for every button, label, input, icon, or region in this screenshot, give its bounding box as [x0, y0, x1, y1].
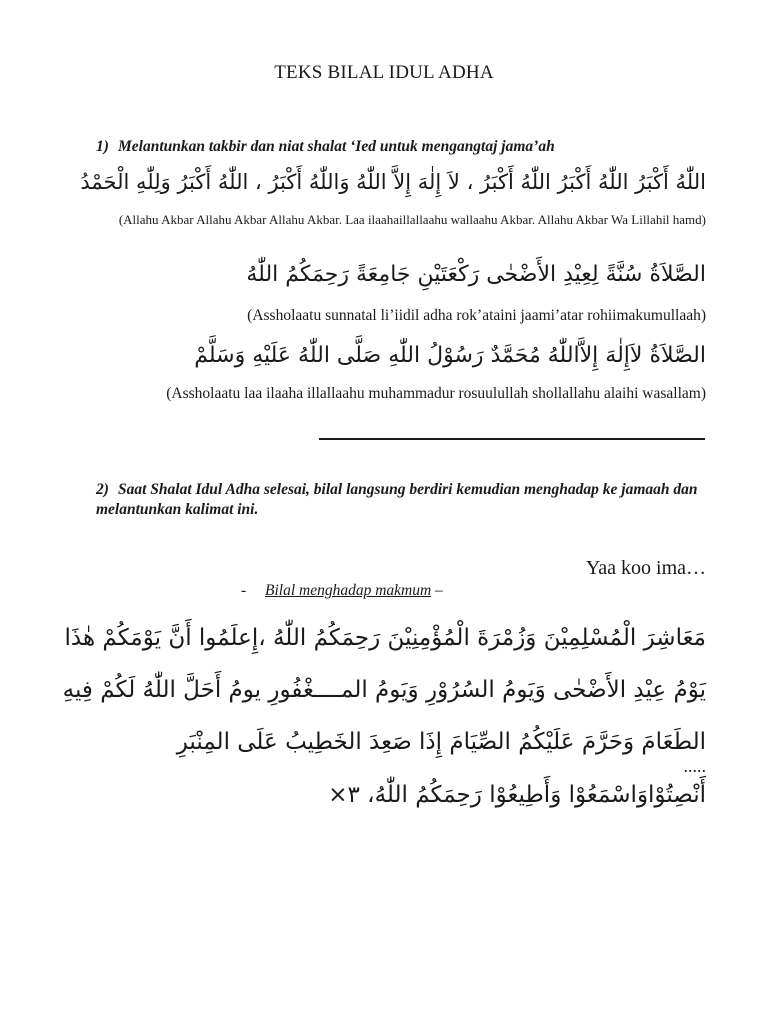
document-title: TEKS BILAL IDUL ADHA: [274, 62, 494, 83]
call-text: Yaa koo ima…: [585, 557, 706, 579]
niat-arabic: الصَّلاَةُ سُنَّةً لِعِيْدِ الأَضْحٰى رَكْعَتَيْنِ جَامِعَةً رَحِمَكُمُ اللّٰهُ: [246, 262, 706, 287]
ellipsis-dots: .....: [683, 756, 706, 776]
instruction-text: Bilal menghadap makmum: [265, 582, 432, 599]
section-1-heading-text: Melantunkan takbir dan niat shalat ‘Ied untuk mengangtaj jama’ah: [118, 138, 555, 155]
shalawat-transliteration: (Assholaatu laa ilaaha illallaahu muhammadur rosuulullah shollallahu alaihi wasallam): [166, 385, 706, 402]
shalawat-arabic: الصَّلاَةُ لاَإِلٰهَ إِلاَّاللّٰهُ مُحَمَّدٌ رَسُوْلُ اللّٰهِ صَلَّى اللّٰهُ عَلَيْهِ وَسَلَّمْ: [194, 343, 706, 368]
instruction-dash: -: [241, 582, 247, 599]
announcement-arabic: مَعَاشِرَ الْمُسْلِمِيْنَ وَزُمْرَةَ الْمُؤْمِنِيْنَ رَحِمَكُمُ اللّٰهُ ،إِعلَمُوا أَنَّ يَوْمَكُمْ هٰذَا يَوْمُ عِيْدِ الأَضْحٰى وَيَومُ السُرُوْرِ وَيَومُ المــــغْفُورِ يومُ أَحَلَّ اللّٰهُ لَكُمْ فِيهِ الطَعَامَ وَحَرَّمَ عَلَيْكُمُ الصِّيَامَ إِذَا صَعِدَ الخَطِيبُ عَلَى المِنْبَرِ: [62, 625, 706, 755]
niat-transliteration: (Assholaatu sunnatal li’iidil adha rok’ataini jaami’atar rohiimakumullaah): [247, 307, 706, 324]
section-1-number: 1): [96, 138, 109, 155]
section-2-number: 2): [96, 481, 109, 498]
final-arabic: أَنْصِتُوْاوَاسْمَعُوْا وَأَطِيعُوْا رَحِمَكُمُ اللّٰهُ، ٣×: [328, 782, 706, 808]
bilal-instruction: [241, 582, 443, 600]
takbir-arabic: اللّٰهُ أَكْبَرُ اللّٰهُ أَكْبَرُ اللّٰهُ أَكْبَرُ ، لاَ إِلٰهَ إِلاَّ اللّٰهُ وَاللّٰهُ أَكْبَرُ ، اللّٰهُ أَكْبَرُ وَلِلّٰهِ الْحَمْدُ: [80, 170, 706, 194]
takbir-transliteration: (Allahu Akbar Allahu Akbar Allahu Akbar. Laa ilaahaillallaahu wallaahu Akbar. Allahu Akbar Wa Lillahil hamd): [118, 212, 706, 227]
section-1-heading: [96, 137, 736, 157]
section-2-heading: [96, 480, 736, 520]
instruction-suffix: –: [431, 582, 443, 599]
section-2-heading-text: Saat Shalat Idul Adha selesai, bilal langsung berdiri kemudian menghadap ke jamaah dan melantunkan kalimat ini.: [96, 481, 698, 518]
section-divider: [319, 438, 705, 440]
